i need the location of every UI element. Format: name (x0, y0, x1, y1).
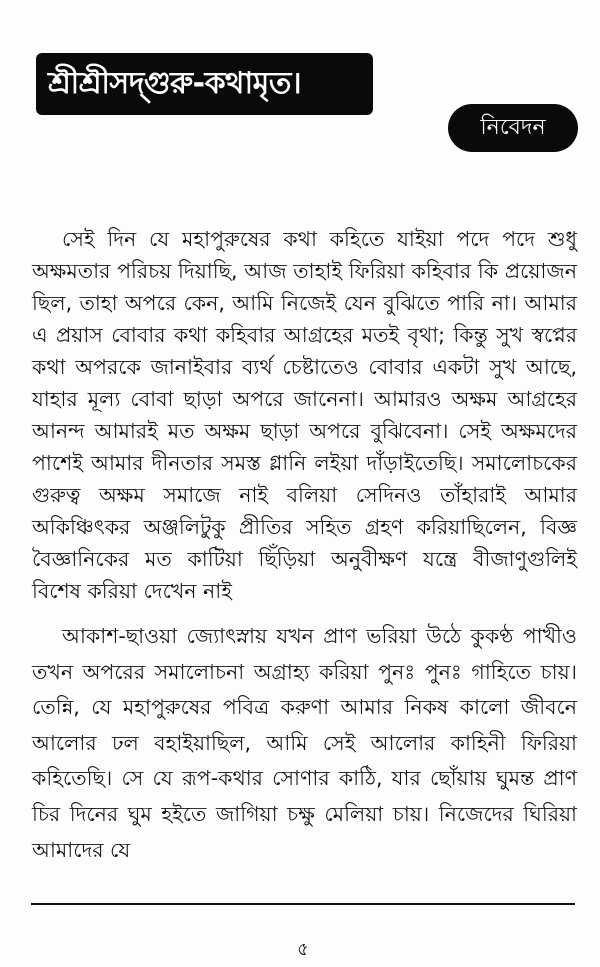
book-title: শ্রীশ্রীসদ্গুরু-কথামৃত। (48, 65, 302, 101)
section-title-badge (448, 104, 578, 152)
paragraph: সেই দিন যে মহাপুরুষের কথা কহিতে যাইয়া পদে পদে শুধু অক্ষমতার পরিচয় দিয়াছি, আজ তাহাই ফিরিয়া কহিবার কি প্রয়োজন ছিল, তাহা অপরে কেন, আমি নিজেই যেন বুঝিতে পারি না। আমার এ প্রয়াস বোবার কথা কহিবার আগ্রহের মতই বৃথা; কিন্তু সুখ স্বপ্নের কথা অপরকে জানাইবার ব্যর্থ চেষ্টাতেও বোবার একটা সুখ আছে, যাহার মূল্য বোবা ছাড়া অপরে জানেনা। আমারও অক্ষম আগ্রহের আনন্দ আমারই মত অক্ষম ছাড়া অপরে বুঝিবেনা। সেই অক্ষমদের পাশেই আমার দীনতার সমস্ত গ্লানি লইয়া দাঁড়াইতেছি। সমালোচকের গুরুত্ব অক্ষম সমাজে নাই বলিয়া সেদিনও তাঁহারাই আমার অকিঞ্চিৎকর অঞ্জলিটুকু প্রীতির সহিত গ্রহণ করিয়াছিলেন, বিজ্ঞ বৈজ্ঞানিকের মত কাটিয়া ছিঁড়িয়া অনুবীক্ষণ যন্ত্রে বীজাণুগুলিই বিশেষ করিয়া দেখেন নাই (32, 227, 577, 603)
body-text (32, 223, 577, 868)
paragraph: আকাশ-ছাওয়া জ্যোৎস্নায় যখন প্রাণ ভরিয়া উঠে কুকণ্ঠ পাখীও তখন অপরের সমালোচনা অগ্রাহ্য করিয়া পুনঃ পুনঃ গাহিতে চায়। তেন্নি, যে মহাপুরুষের পবিত্র করুণা আমার নিকষ কালো জীবনে আলোর ঢল বহাইয়াছিল, আমি সেই আলোর কাহিনী ফিরিয়া কহিতেছি। সে যে রূপ-কথার সোণার কাঠি, যার ছোঁয়ায় ঘুমন্ত প্রাণ চির দিনের ঘুম হইতে জাগিয়া চক্ষু মেলিয়া চায়। নিজেদের ঘিরিয়া আমাদের যে (32, 624, 577, 862)
section-title: নিবেদন (480, 114, 546, 140)
book-title-banner (36, 53, 373, 115)
page-number: ৫ (297, 939, 309, 960)
footer-divider (31, 903, 575, 905)
